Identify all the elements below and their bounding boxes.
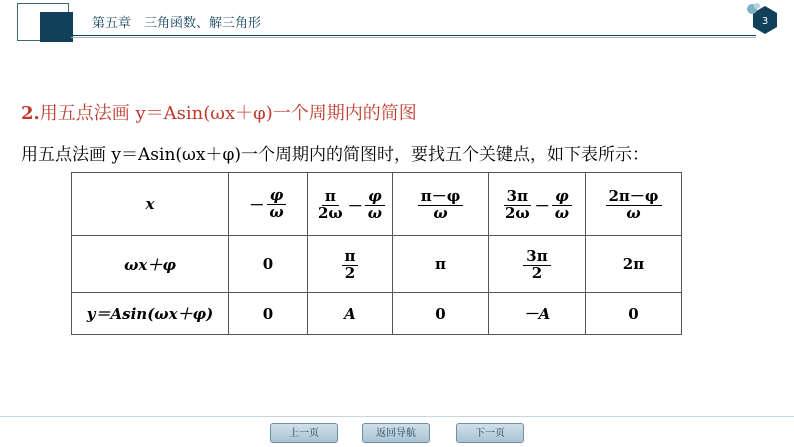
x-cell-2-num2: φ [365, 189, 385, 206]
page-badge-dot-small [754, 3, 760, 9]
page-number: 3 [761, 16, 769, 27]
row-header-x: x [72, 173, 229, 236]
phase-cell-2-den: 2 [344, 263, 356, 282]
phase-cell-2-num: π [342, 249, 359, 266]
table-row-phase [72, 236, 682, 293]
phase-cell-4 [489, 236, 586, 293]
return-nav-button[interactable]: 返回导航 [362, 423, 430, 443]
phase-cell-5: 2π [586, 236, 682, 293]
x-cell-2-num1: π [322, 189, 339, 206]
table-row-y [72, 293, 682, 335]
section-heading [21, 99, 417, 125]
x-cell-4-den2: ω [554, 203, 570, 222]
phase-cell-2 [308, 236, 393, 293]
chapter-title: 第五章 三角函数、解三角形 [92, 16, 262, 31]
x-cell-1-prefix: － [249, 195, 265, 214]
phase-cell-1: 0 [229, 236, 308, 293]
x-cell-5-num: 2π－φ [606, 189, 662, 206]
table-row-x [72, 173, 682, 236]
x-cell-3-den: ω [433, 203, 448, 222]
x-cell-2 [308, 173, 393, 236]
x-cell-4-mid: － [534, 196, 550, 215]
phase-cell-4-num: 3π [523, 249, 550, 266]
header-logo-block [40, 12, 73, 42]
x-cell-4-num2: φ [552, 189, 572, 206]
x-cell-1-num: φ [267, 188, 287, 205]
x-cell-4-num1: 3π [504, 189, 531, 206]
x-cell-2-mid: － [347, 196, 363, 215]
x-cell-4-den1: 2ω [504, 203, 530, 222]
x-cell-5 [586, 173, 682, 236]
header-divider-thin [71, 37, 756, 38]
footer-divider [0, 416, 794, 417]
row-header-phase: ωx＋φ [72, 236, 229, 293]
header-divider [71, 35, 756, 36]
next-page-button[interactable]: 下一页 [456, 423, 524, 443]
y-cell-2: A [308, 293, 393, 335]
prev-page-button[interactable]: 上一页 [270, 423, 338, 443]
x-cell-3 [393, 173, 489, 236]
section-heading-number: 2. [21, 103, 40, 124]
phase-cell-3: π [393, 236, 489, 293]
section-heading-text: 用五点法画 y＝Asin(ωx＋φ)一个周期内的简图 [39, 103, 417, 124]
phase-cell-4-den: 2 [531, 263, 543, 282]
x-cell-2-den1: 2ω [317, 203, 343, 222]
y-cell-3: 0 [393, 293, 489, 335]
page-number-badge [743, 2, 783, 40]
row-header-y: y＝Asin(ωx＋φ) [72, 293, 229, 335]
x-cell-1 [229, 173, 308, 236]
section-description: 用五点法画 y＝Asin(ωx＋φ)一个周期内的简图时，要找五个关键点，如下表所示： [21, 145, 650, 165]
x-cell-5-den: ω [626, 203, 641, 222]
x-cell-4 [489, 173, 586, 236]
y-cell-1: 0 [229, 293, 308, 335]
x-cell-3-num: π－φ [418, 189, 464, 206]
key-points-table [71, 172, 682, 335]
x-cell-1-den: ω [269, 202, 284, 221]
y-cell-4: －A [489, 293, 586, 335]
y-cell-5: 0 [586, 293, 682, 335]
x-cell-2-den2: ω [367, 203, 383, 222]
